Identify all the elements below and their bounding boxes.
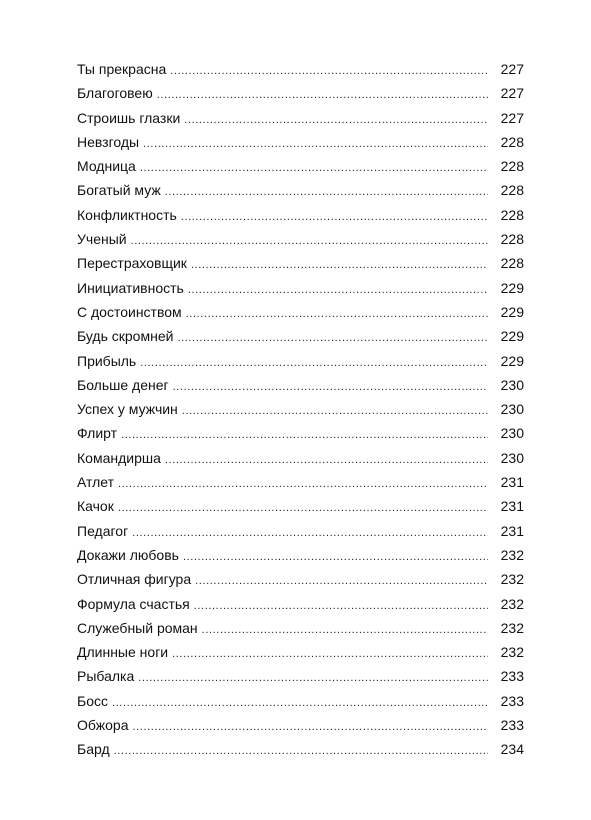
toc-entry-page: 232 (500, 619, 524, 636)
dot-leader (165, 180, 488, 204)
dot-leader (157, 83, 488, 107)
toc-entry-page: 233 (500, 668, 524, 685)
toc-entry-title: Докажи любовь (77, 546, 179, 563)
toc-entry-page: 231 (500, 474, 524, 491)
toc-entry-page: 228 (500, 182, 524, 199)
table-of-contents (77, 57, 524, 762)
dot-leader (118, 472, 488, 496)
toc-entry-page: 228 (500, 133, 524, 150)
dot-leader (191, 253, 488, 277)
toc-entry-title: С достоинством (77, 303, 182, 320)
toc-entry-page: 233 (500, 717, 524, 734)
toc-entry-page: 233 (500, 692, 524, 709)
toc-entry-title: Отличная фигура (77, 571, 192, 588)
toc-entry-title: Командирша (77, 449, 161, 466)
dot-leader (182, 399, 488, 423)
toc-entry (77, 640, 524, 664)
toc-entry-title: Перестраховщик (77, 255, 187, 272)
toc-entry-page: 230 (500, 376, 524, 393)
toc-entry (77, 276, 524, 300)
toc-entry (77, 397, 524, 421)
toc-entry (77, 737, 524, 761)
toc-entry-title: Конфликтность (77, 206, 177, 223)
toc-entry-title: Богатый муж (77, 182, 161, 199)
toc-entry-page: 230 (500, 425, 524, 442)
dot-leader (138, 666, 488, 690)
toc-entry (77, 227, 524, 251)
toc-entry-title: Обжора (77, 717, 129, 734)
dot-leader (112, 691, 488, 715)
toc-entry-title: Флирт (77, 425, 118, 442)
toc-entry-title: Педагог (77, 522, 129, 539)
toc-entry-page: 229 (500, 352, 524, 369)
toc-entry-page: 231 (500, 522, 524, 539)
toc-entry-title: Строишь глазки (77, 109, 181, 126)
dot-leader (202, 618, 488, 642)
toc-entry-page: 228 (500, 206, 524, 223)
toc-entry (77, 130, 524, 154)
toc-entry (77, 203, 524, 227)
toc-entry-page: 230 (500, 449, 524, 466)
toc-entry-title: Рыбалка (77, 668, 135, 685)
dot-leader (195, 569, 488, 593)
dot-leader (140, 351, 488, 375)
toc-entry-title: Служебный роман (77, 619, 198, 636)
dot-leader (132, 521, 488, 545)
dot-leader (173, 375, 488, 399)
toc-entry (77, 251, 524, 275)
dot-leader (183, 545, 488, 569)
toc-entry-page: 227 (500, 85, 524, 102)
toc-entry (77, 106, 524, 130)
toc-entry (77, 446, 524, 470)
toc-entry-page: 228 (500, 231, 524, 248)
toc-entry (77, 81, 524, 105)
dot-leader (132, 715, 488, 739)
toc-entry-page: 227 (500, 109, 524, 126)
toc-entry (77, 470, 524, 494)
dot-leader (172, 642, 488, 666)
toc-entry (77, 592, 524, 616)
toc-entry (77, 616, 524, 640)
dot-leader (118, 496, 488, 520)
dot-leader (131, 229, 488, 253)
dot-leader (188, 278, 488, 302)
dot-leader (194, 594, 488, 618)
toc-entry (77, 567, 524, 591)
toc-entry (77, 373, 524, 397)
dot-leader (184, 108, 488, 132)
toc-entry-page: 228 (500, 255, 524, 272)
toc-entry-title: Босс (77, 692, 108, 709)
toc-entry-title: Инициативность (77, 279, 184, 296)
dot-leader (181, 205, 488, 229)
toc-entry-title: Благоговею (77, 85, 153, 102)
toc-entry (77, 689, 524, 713)
toc-entry-page: 229 (500, 328, 524, 345)
toc-entry (77, 300, 524, 324)
toc-entry-title: Формула счастья (77, 595, 190, 612)
toc-entry (77, 421, 524, 445)
toc-entry-title: Бард (77, 741, 110, 758)
toc-entry-page: 232 (500, 644, 524, 661)
toc-entry (77, 713, 524, 737)
toc-entry (77, 543, 524, 567)
toc-entry (77, 154, 524, 178)
toc-entry-title: Атлет (77, 474, 115, 491)
toc-entry-title: Качок (77, 498, 114, 515)
toc-entry-page: 230 (500, 401, 524, 418)
toc-entry-page: 229 (500, 279, 524, 296)
toc-entry-title: Больше денег (77, 376, 169, 393)
toc-entry-title: Ученый (77, 231, 127, 248)
dot-leader (170, 59, 488, 83)
toc-entry-page: 234 (500, 741, 524, 758)
toc-entry-page: 232 (500, 571, 524, 588)
toc-entry-title: Будь скромней (77, 328, 174, 345)
toc-entry (77, 664, 524, 688)
dot-leader (186, 302, 488, 326)
toc-entry-title: Модница (77, 158, 136, 175)
toc-entry-page: 232 (500, 595, 524, 612)
dot-leader (165, 448, 488, 472)
toc-entry (77, 324, 524, 348)
dot-leader (114, 739, 488, 763)
toc-entry-page: 229 (500, 303, 524, 320)
toc-entry-page: 231 (500, 498, 524, 515)
toc-entry-page: 232 (500, 546, 524, 563)
toc-entry (77, 519, 524, 543)
toc-entry-page: 228 (500, 158, 524, 175)
toc-entry-title: Длинные ноги (77, 644, 169, 661)
toc-entry (77, 178, 524, 202)
dot-leader (140, 156, 488, 180)
dot-leader (177, 326, 488, 350)
toc-entry (77, 349, 524, 373)
toc-entry (77, 57, 524, 81)
dot-leader (143, 132, 488, 156)
toc-entry-page: 227 (500, 61, 524, 77)
toc-entry-title: Успех у мужчин (77, 401, 178, 418)
toc-entry (77, 494, 524, 518)
toc-entry-title: Невзгоды (77, 133, 140, 150)
toc-entry-title: Прибыль (77, 352, 137, 369)
toc-entry-title: Ты прекрасна (77, 61, 167, 77)
dot-leader (121, 423, 488, 447)
